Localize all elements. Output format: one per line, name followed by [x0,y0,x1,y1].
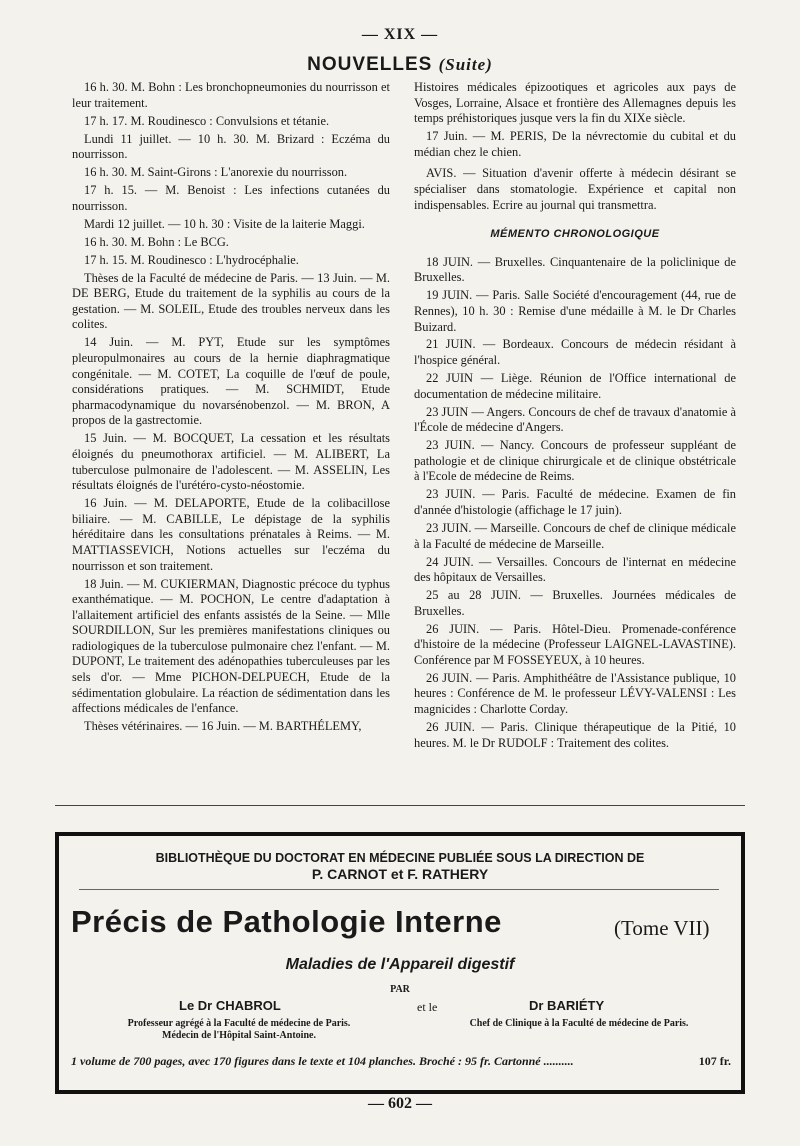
ad-series [59,850,741,882]
ad-cred1 [89,1018,389,1042]
memento-heading: MÉMENTO CHRONOLOGIQUE [490,228,660,241]
right-column [414,80,736,754]
avis-paragraph: AVIS. — Situation d'avenir offerte à médecin désirant se spécialiser dans stomatologie. Expérience et capital non indispensables. Ecrire au journal qui transmettra. [414,166,736,212]
news-paragraph: 16 h. 30. M. Bohn : Le BCG. [84,234,229,249]
ad-tome: (Tome VII) [614,916,710,940]
ad-cred1-line2: Médecin de l'Hôpital Saint-Antoine. [162,1030,316,1041]
section-title-text: NOUVELLES [307,54,433,75]
memento-entry: 23 JUIN. — Paris. Faculté de médecine. Examen de fin d'année d'histologie (affichage le 17 juin). [414,487,736,517]
ad-subtitle: Maladies de l'Appareil digestif [285,956,515,973]
memento-entry: 19 JUIN. — Paris. Salle Société d'encouragement (44, rue de Rennes), 10 h. 30 : Remise d'une médaille à M. le Dr Charles Buizard. [414,288,736,334]
memento-entry: 23 JUIN. — Marseille. Concours de chef de clinique médicale à la Faculté de médecine de Marseille. [414,520,736,551]
memento-entry: 26 JUIN. — Paris. Clinique thérapeutique de la Pitié, 10 heures. M. le Dr RUDOLF : Traitement des colites. [414,720,736,750]
ad-par: PAR [390,984,410,995]
news-paragraph: Histoires médicales épizootiques et agricoles aux pays de Vosges, Lorraine, Alsace et frontière des Allemagnes depuis les temps préhistoriques jusque vers la fin du XIXe siècle. [414,80,736,126]
ad-price: 107 fr. [698,1054,731,1068]
section-title [0,54,800,76]
theses-paragraph: Thèses de la Faculté de médecine de Paris. — 13 Juin. — M. DE BERG, Etude du traitement de la syphilis au cours de la gestation. — M. SOLEIL, Etude des troubles nerveux dans les colites. [72,270,390,332]
left-column [72,80,390,737]
ad-volume-text: 1 volume de 700 pages, avec 170 figures dans le texte et 104 planches. Broché : 95 fr. Cartonné .......... [71,1054,574,1068]
memento-entry: 26 JUIN. — Paris. Hôtel-Dieu. Promenade-conférence d'histoire de la médecine (Professeur LAIGNEL-LAVASTINE). Conférence par M FOSSEYEUX, à 10 heures. [414,621,736,667]
ad-author1: Le Dr CHABROL [179,998,281,1013]
news-paragraph: 17 h. 15. M. Roudinesco : L'hydrocéphalie. [84,252,299,267]
memento-entry: 23 JUIN — Angers. Concours de chef de travaux d'anatomie à l'École de médecine d'Angers. [414,404,736,435]
ad-book-title: Précis de Pathologie Interne [71,904,502,939]
ad-cred2: Chef de Clinique à la Faculté de médecine de Paris. [469,1018,689,1029]
page-header-roman: — XIX — [361,26,439,43]
memento-entry: 24 JUIN. — Versailles. Concours de l'internat en médecine des hôpitaux de Versailles. [414,554,736,585]
ad-author2: Dr BARIÉTY [529,998,605,1013]
theses-paragraph: 15 Juin. — M. BOCQUET, La cessation et les résultats éloignés du pneumothorax artificiel. — M. ALIBERT, La tuberculose pulmonaire de l'adolescent. — M. ASSELIN, Les résultats éloignés de l'urétéro-cysto-néostomie. [72,431,390,493]
memento-entry: 26 JUIN. — Paris. Amphithéâtre de l'Assistance publique, 10 heures : Conférence de M. le professeur LÉVY-VALENSI : Les magnicides : Charlotte Corday. [414,670,736,717]
news-paragraph: 16 h. 30. M. Saint-Girons : L'anorexie du nourrisson. [84,165,348,180]
news-paragraph: 16 h. 30. M. Bohn : Les bronchopneumonies du nourrisson et leur traitement. [72,80,390,110]
news-paragraph: 17 h. 17. M. Roudinesco : Convulsions et tétanie. [84,113,330,128]
memento-entry: 23 JUIN. — Nancy. Concours de professeur suppléant de pathologie et de clinique chirurgicale et de clinique obstétricale à l'Ecole de médecine de Reims. [414,438,736,484]
news-paragraph: 17 h. 15. — M. Benoist : Les infections cutanées du nourrisson. [72,183,390,213]
book-advertisement [55,832,745,1094]
theses-paragraph: 16 Juin. — M. DELAPORTE, Etude de la colibacillose biliaire. — M. CABILLE, Le dépistage de la syphilis héréditaire dans les consultations prénatales à Reims. — M. MATTIASSEVICH, Notions actuelles sur l'eczéma du nourrisson et son traitement. [72,496,390,573]
memento-entry: 18 JUIN. — Bruxelles. Cinquantenaire de la policlinique de Bruxelles. [414,254,736,285]
column-separator [55,805,745,806]
memento-entry: 21 JUIN. — Bordeaux. Concours de médecin résidant à l'hospice général. [414,337,736,368]
ad-series-line1: BIBLIOTHÈQUE DU DOCTORAT EN MÉDECINE PUBLIÉE SOUS LA DIRECTION DE [155,851,645,865]
theses-paragraph: 14 Juin. — M. PYT, Etude sur les symptômes pleuropulmonaires au cours de la hernie diaphragmatique congénitale. — M. COTET, La coquille de l'œuf de poule, considérations pratiques. — M. SCHMIDT, Etude pharmacodynamique du novarsénobenzol. — M. BRON, A propos de la gastrectomie. [72,335,390,428]
theses-paragraph: 18 Juin. — M. CUKIERMAN, Diagnostic précoce du typhus exanthématique. — M. POCHON, Le centre d'adaptation à l'allaitement artificiel des enfants assistés de la Seine. — Mlle SOURDILLON, Sur les premières manifestations cliniques ou radiologiques de la tuberculose pulmonaire chez l'enfant. — M. DUPONT, Le traitement des adénopathies tuberculeuses par les sels d'or. — Mme PICHON-DELPUECH, Etude de la sédimentation globulaire. La réaction de sédimentation dans les affections médicales de l'enfance. [72,576,390,716]
ad-volume-line [71,1054,731,1069]
ad-cred1-line1: Professeur agrégé à la Faculté de médecine de Paris. [127,1018,351,1029]
memento-entry: 22 JUIN — Liège. Réunion de l'Office international de documentation de médecine militaire. [414,371,736,401]
memento-entry: 25 au 28 JUIN. — Bruxelles. Journées médicales de Bruxelles. [414,588,736,618]
page-number: — 602 — [368,1095,432,1112]
section-title-suite: (Suite) [438,55,493,74]
theses-veterinaires: Thèses vétérinaires. — 16 Juin. — M. BARTHÉLEMY, [84,719,362,734]
news-paragraph: 17 Juin. — M. PERIS, De la névrectomie du cubital et du médian chez le chien. [414,129,736,159]
news-paragraph: Lundi 11 juillet. — 10 h. 30. M. Brizard : Eczéma du nourrisson. [72,131,390,162]
ad-series-line2: P. CARNOT et F. RATHERY [311,866,489,882]
ad-rule [79,889,719,890]
ad-et: et le [417,1000,438,1014]
news-paragraph: Mardi 12 juillet. — 10 h. 30 : Visite de la laiterie Maggi. [84,216,365,231]
